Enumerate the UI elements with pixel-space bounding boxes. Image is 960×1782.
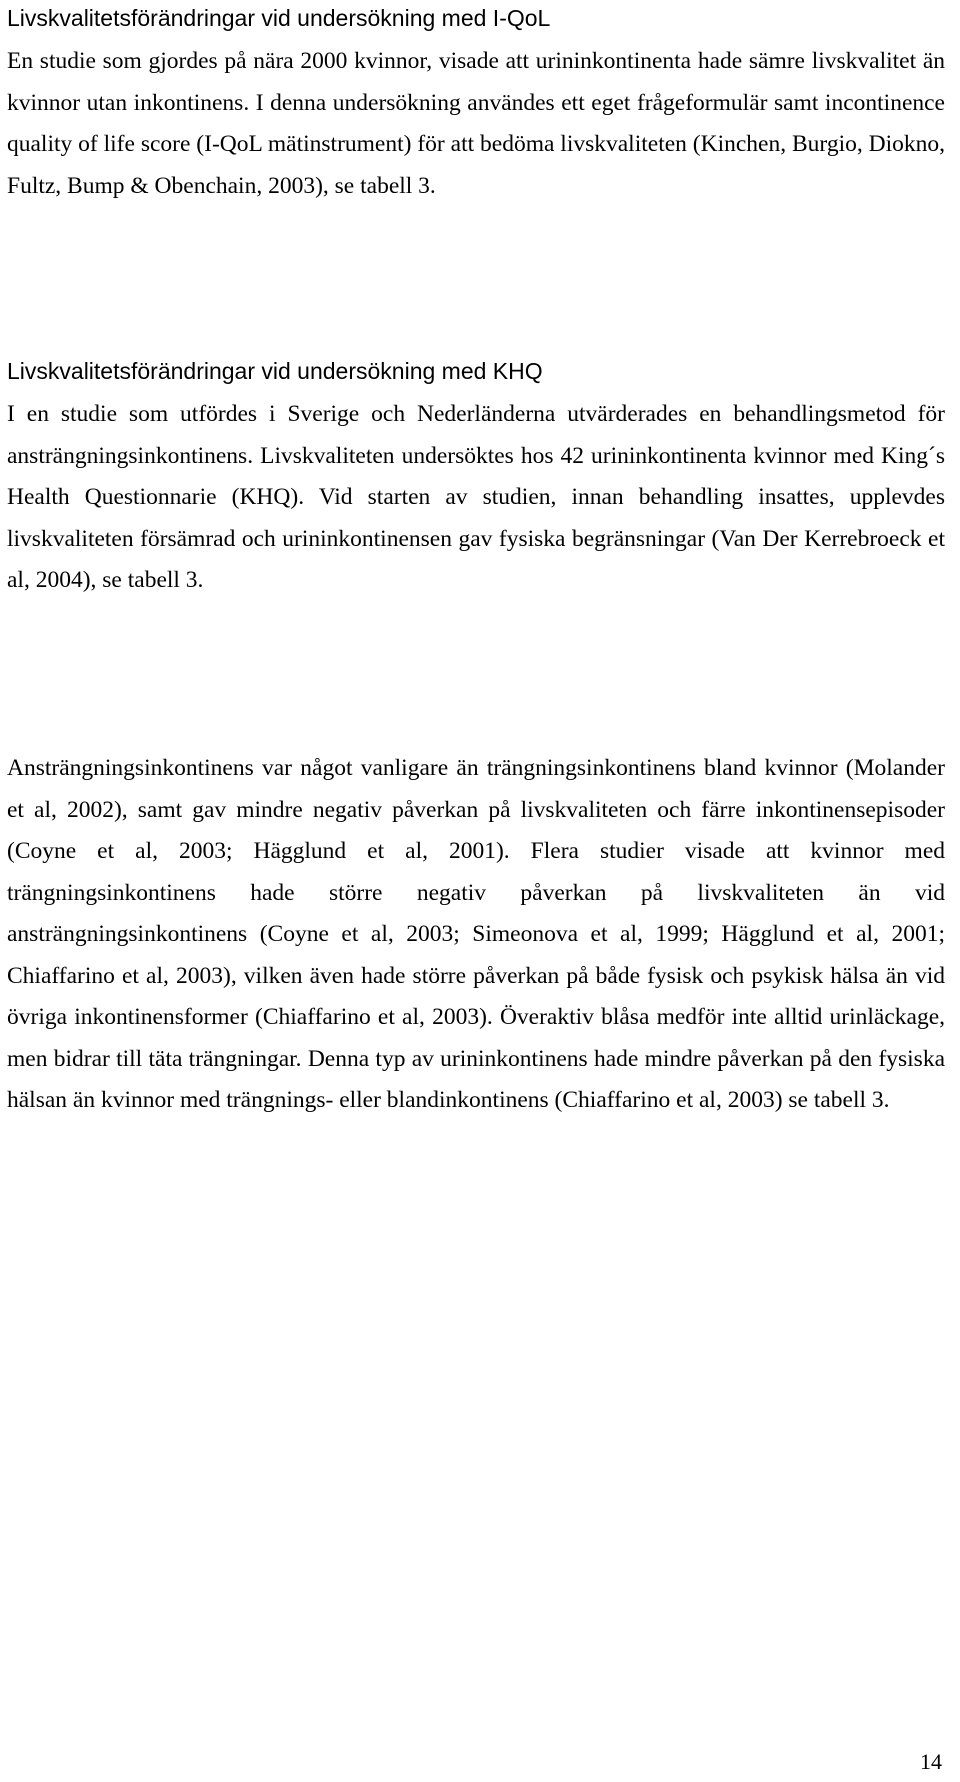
section-heading-khq: Livskvalitetsförändringar vid undersökning med KHQ <box>7 358 543 384</box>
paragraph-incontinence-types: Ansträngningsinkontinens var något vanligare än trängningsinkontinens bland kvinnor (Molander et al, 2002), samt gav mindre negativ påverkan på livskvaliteten och färre inkontinensepisoder (Coyne et al, 2003; Hägglund et al, 2001). Flera studier visade att kvinnor med trängningsinkontinens hade större negativ påverkan på livskvaliteten än vid ansträngningsinkontinens (Coyne et al, 2003; Simeonova et al, 1999; Hägglund et al, 2001; Chiaffarino et al, 2003), vilken även hade större påverkan på både fysisk och psykisk hälsa än vid övriga inkontinensformer (Chiaffarino et al, 2003). Överaktiv blåsa medför inte alltid urinläckage, men bidrar till täta trängningar. Denna typ av urininkontinens hade mindre påverkan på den fysiska hälsan än kvinnor med trängnings- eller blandinkontinens (Chiaffarino et al, 2003) se tabell 3. <box>7 755 945 1113</box>
page-number: 14 <box>920 1749 942 1774</box>
section-heading-iqol: Livskvalitetsförändringar vid undersökning med I-QoL <box>7 5 551 31</box>
paragraph-iqol: En studie som gjordes på nära 2000 kvinnor, visade att urininkontinenta hade sämre livskvalitet än kvinnor utan inkontinens. I denna undersökning användes ett eget frågeformulär samt incontinence quality of life score (I-QoL mätinstrument) för att bedöma livskvaliteten (Kinchen, Burgio, Diokno, Fultz, Bump & Obenchain, 2003), se tabell 3. <box>7 48 945 199</box>
paragraph-khq: I en studie som utfördes i Sverige och Nederländerna utvärderades en behandlingsmetod för ansträngningsinkontinens. Livskvaliteten undersöktes hos 42 urininkontinenta kvinnor med King´s Health Questionnarie (KHQ). Vid starten av studien, innan behandling insattes, upplevdes livskvaliteten försämrad och urininkontinensen gav fysiska begränsningar (Van Der Kerrebroeck et al, 2004), se tabell 3. <box>7 401 945 593</box>
